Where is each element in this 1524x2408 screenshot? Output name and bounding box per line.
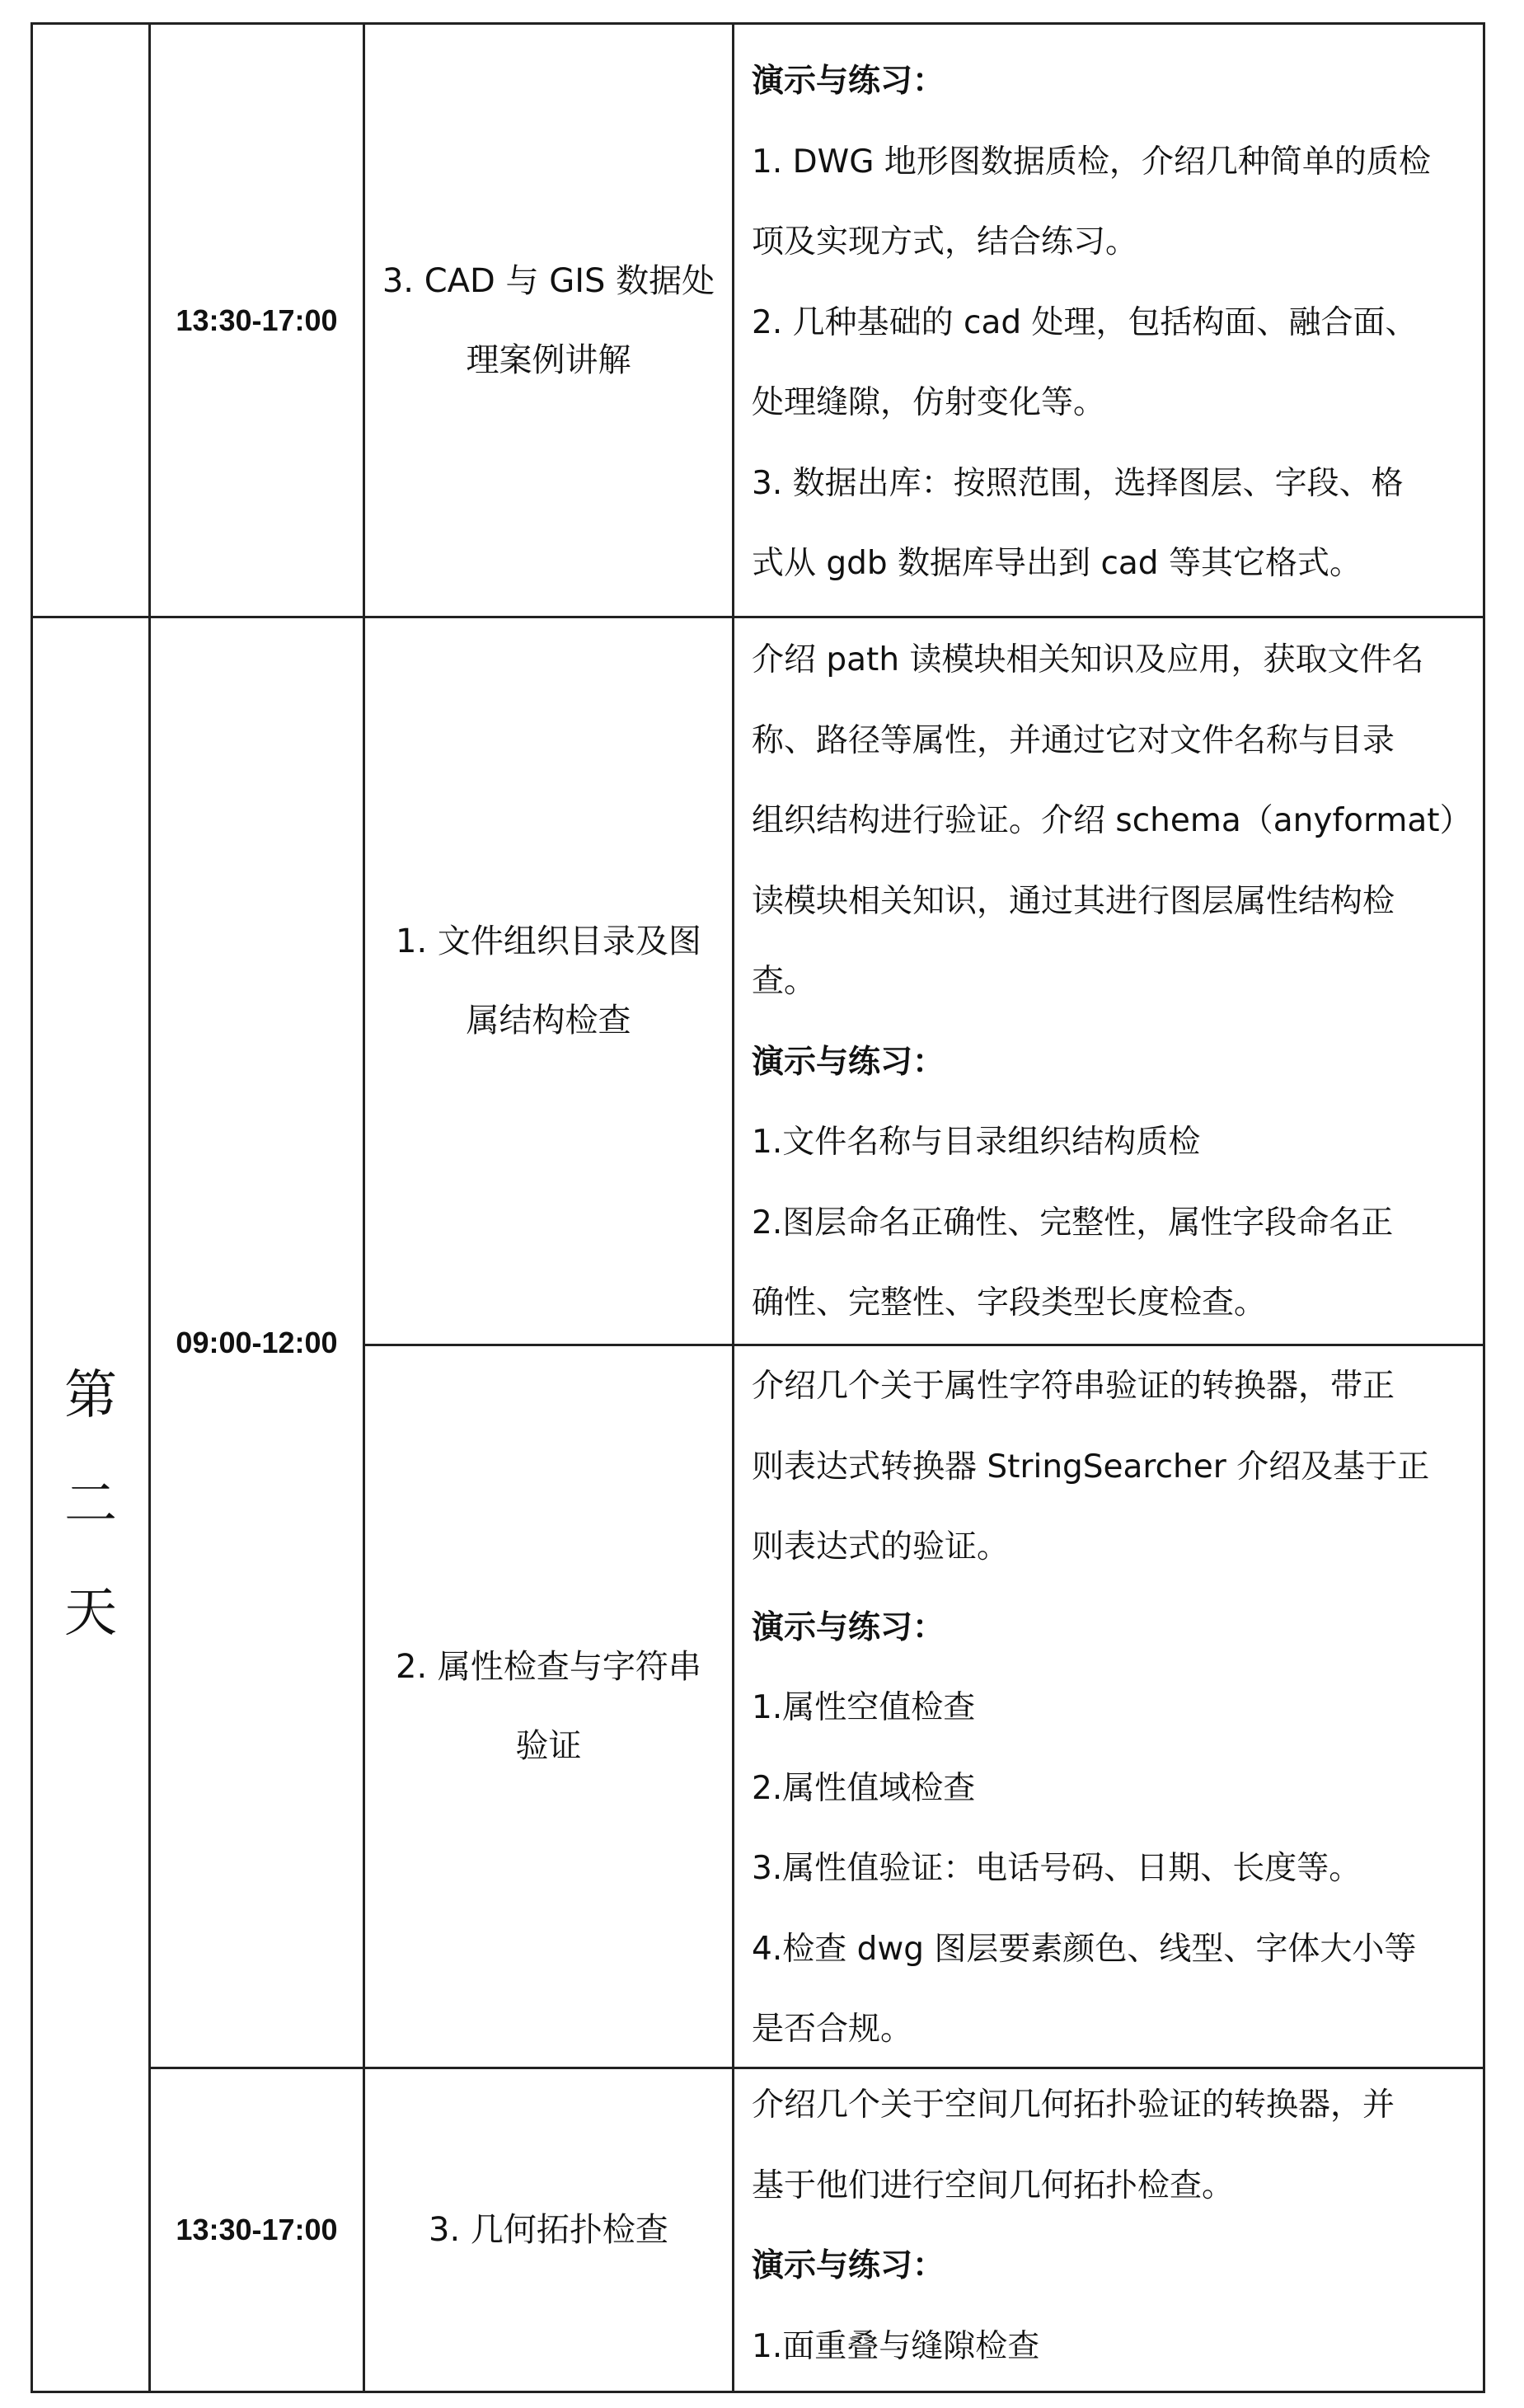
content-line: 则表达式转换器 StringSearcher 介绍及基于正	[752, 1448, 1430, 1486]
content-line: 介绍几个关于属性字符串验证的转换器，带正	[752, 1368, 1395, 1405]
topic-line: 2. 属性检查与字符串	[396, 1648, 701, 1686]
day-label-char: 第	[64, 1365, 117, 1426]
content-line: 演示与练习：	[752, 63, 945, 100]
topic-cell	[365, 618, 732, 1344]
content-line: 基于他们进行空间几何拓扑检查。	[752, 2166, 1235, 2204]
content-line: 确性、完整性、字段类型长度检查。	[752, 1284, 1267, 1321]
content-line: 读模块相关知识，通过其进行图层属性结构检	[752, 882, 1395, 920]
content-line: 1. DWG 地形图数据质检，介绍几种简单的质检	[752, 143, 1431, 181]
content-line: 介绍 path 读模块相关知识及应用，获取文件名	[752, 641, 1424, 678]
content-line: 1.属性空值检查	[752, 1689, 976, 1726]
topic-line: 3. 几何拓扑检查	[429, 2211, 668, 2249]
content-line: 2.图层命名正确性、完整性，属性字段命名正	[752, 1204, 1394, 1242]
topic-cell	[365, 1346, 732, 2067]
content-line: 查。	[752, 963, 817, 1000]
content-cell	[752, 41, 1477, 604]
day-label-char: 天	[64, 1583, 117, 1644]
content-line: 项及实现方式，结合练习。	[752, 223, 1138, 261]
content-line: 组织结构进行验证。介绍 schema（anyformat）	[752, 802, 1472, 839]
topic-line: 验证	[515, 1727, 582, 1765]
content-line: 式从 gdb 数据库导出到 cad 等其它格式。	[752, 545, 1362, 582]
content-line: 1.面重叠与缝隙检查	[752, 2327, 1040, 2365]
content-line: 1.文件名称与目录组织结构质检	[752, 1124, 1201, 1161]
time-cell	[151, 618, 363, 2067]
session-time: 13:30-17:00	[176, 303, 338, 337]
content-cell	[752, 620, 1477, 1344]
session-time: 09:00-12:00	[176, 1325, 338, 1359]
content-line: 演示与练习：	[752, 2247, 945, 2284]
content-line: 介绍几个关于空间几何拓扑验证的转换器，并	[752, 2086, 1395, 2124]
content-line: 3. 数据出库：按照范围，选择图层、字段、格	[752, 464, 1404, 502]
content-line: 则表达式的验证。	[752, 1528, 1010, 1565]
content-cell	[752, 2065, 1477, 2387]
content-line: 是否合规。	[752, 2011, 913, 2048]
content-line: 2. 几种基础的 cad 处理，包括构面、融合面、	[752, 303, 1418, 341]
table-border-bottom	[30, 2391, 1485, 2393]
day-label-cell	[33, 618, 148, 2391]
column-divider	[732, 22, 734, 2393]
table-border-right	[1483, 22, 1485, 2393]
topic-cell	[365, 25, 732, 616]
content-line: 称、路径等属性，并通过它对文件名称与目录	[752, 721, 1395, 759]
topic-line: 3. CAD 与 GIS 数据处	[382, 261, 715, 300]
content-line: 3.属性值验证：电话号码、日期、长度等。	[752, 1850, 1362, 1887]
day-label-char: 二	[64, 1474, 117, 1535]
content-cell	[752, 1346, 1477, 2070]
content-line: 演示与练习：	[752, 1608, 945, 1646]
content-line: 2.属性值域检查	[752, 1769, 976, 1807]
content-line: 处理缝隙，仿射变化等。	[752, 384, 1106, 421]
topic-line: 理案例讲解	[466, 340, 631, 379]
topic-line: 1. 文件组织目录及图	[396, 922, 701, 960]
time-cell	[151, 25, 363, 616]
content-line: 演示与练习：	[752, 1043, 945, 1081]
topic-line: 属结构检查	[466, 1002, 631, 1040]
session-time: 13:30-17:00	[176, 2213, 338, 2246]
time-cell	[151, 2069, 363, 2391]
topic-cell	[365, 2069, 732, 2391]
content-line: 4.检查 dwg 图层要素颜色、线型、字体大小等	[752, 1930, 1417, 1968]
